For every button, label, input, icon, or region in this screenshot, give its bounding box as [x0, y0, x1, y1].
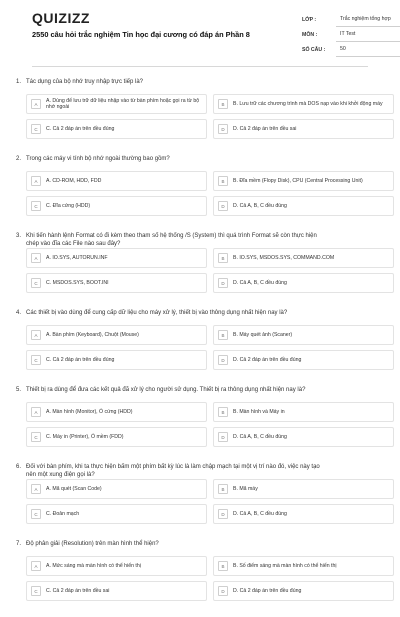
- option-b[interactable]: [213, 556, 394, 576]
- meta-row-subject: [302, 27, 400, 42]
- option-c[interactable]: [26, 196, 207, 216]
- option-letter: C: [31, 509, 41, 519]
- meta-value: Trắc nghiệm tổng hợp: [336, 13, 400, 27]
- option-text: A. Màn hình (Monitor), Ổ cứng (HDD): [46, 408, 133, 415]
- option-letter: D: [218, 278, 228, 288]
- option-d[interactable]: [213, 350, 394, 370]
- answer-options: [26, 171, 384, 216]
- option-c[interactable]: [26, 581, 207, 601]
- question-number: 6.: [16, 464, 22, 470]
- question-text: Các thiết bị vào dùng để cung cấp dữ liệu cho máy xử lý, thiết bị vào thông dụng nhất hiện nay là?: [26, 310, 288, 316]
- option-letter: C: [31, 124, 41, 134]
- option-text: C. Máy in (Printer), Ổ mềm (FDD): [46, 433, 124, 440]
- option-c[interactable]: [26, 427, 207, 447]
- meta-label: MÔN :: [302, 31, 318, 38]
- option-d[interactable]: [213, 273, 394, 293]
- option-letter: D: [218, 586, 228, 596]
- meta-value: IT Test: [336, 28, 400, 42]
- option-letter: C: [31, 355, 41, 365]
- option-c[interactable]: [26, 273, 207, 293]
- answer-options: [26, 248, 384, 293]
- option-text: D. Cả 2 đáp án trên đều đúng: [233, 356, 302, 363]
- option-text: A. Dùng để lưu trữ dữ liệu nhập vào từ bàn phím hoặc gọi ra từ bộ nhớ ngoài: [46, 97, 200, 110]
- option-b[interactable]: [213, 171, 394, 191]
- meta-row-class: [302, 12, 400, 27]
- question-number: 5.: [16, 387, 22, 393]
- option-letter: B: [218, 484, 228, 494]
- option-letter: D: [218, 201, 228, 211]
- question-number: 7.: [16, 541, 22, 547]
- option-letter: A: [31, 407, 41, 417]
- worksheet-header: [16, 0, 391, 68]
- meta-value: 50: [336, 43, 400, 57]
- option-letter: A: [31, 99, 41, 109]
- option-b[interactable]: [213, 325, 394, 345]
- answer-options: [26, 402, 384, 447]
- option-letter: B: [218, 561, 228, 571]
- option-letter: B: [218, 330, 228, 340]
- question-number: 1.: [16, 79, 22, 85]
- option-letter: D: [218, 432, 228, 442]
- option-letter: B: [218, 176, 228, 186]
- option-letter: C: [31, 278, 41, 288]
- option-a[interactable]: [26, 402, 207, 422]
- option-d[interactable]: [213, 581, 394, 601]
- question-text: Tác dụng của bộ nhớ truy nhập trực tiếp là?: [26, 79, 144, 85]
- option-text: C. Cả 2 đáp án trên đều đúng: [46, 356, 115, 363]
- option-text: C. Cả 2 đáp án trên đều đúng: [46, 125, 115, 132]
- option-letter: A: [31, 176, 41, 186]
- option-letter: A: [31, 484, 41, 494]
- option-text: D. Cả A, B, C đều đúng: [233, 279, 287, 286]
- question-number: 2.: [16, 156, 22, 162]
- question-text: Đối với bàn phím, khi ta thực hiện bấm một phím bất kỳ lúc là làm chập mạch tại một vị trí nào đó, việc này tạo nên một xung điện gọi là?: [26, 464, 320, 478]
- option-text: A. CD-ROM, HDD, FDD: [46, 177, 102, 184]
- option-text: D. Cả 2 đáp án trên đều đúng: [233, 587, 302, 594]
- option-letter: C: [31, 201, 41, 211]
- option-b[interactable]: [213, 248, 394, 268]
- option-b[interactable]: [213, 402, 394, 422]
- option-letter: A: [31, 330, 41, 340]
- option-text: A. IO.SYS, AUTORUN.INF: [46, 254, 108, 261]
- question-4: [16, 309, 384, 386]
- option-a[interactable]: [26, 94, 207, 114]
- option-text: D. Cả A, B, C đều đúng: [233, 510, 287, 517]
- option-letter: B: [218, 407, 228, 417]
- question-text: Trong các máy vi tính bộ nhớ ngoài thường bao gồm?: [26, 156, 170, 162]
- option-letter: D: [218, 124, 228, 134]
- answer-options: [26, 325, 384, 370]
- option-text: D. Cả A, B, C đều đúng: [233, 202, 287, 209]
- option-text: B. Mã máy: [233, 485, 258, 492]
- meta-label: LỚP :: [302, 16, 317, 23]
- option-letter: A: [31, 561, 41, 571]
- option-d[interactable]: [213, 119, 394, 139]
- option-text: B. Màn hình và Máy in: [233, 408, 285, 415]
- question-3: [16, 232, 384, 309]
- option-a[interactable]: [26, 325, 207, 345]
- option-b[interactable]: [213, 479, 394, 499]
- option-a[interactable]: [26, 556, 207, 576]
- option-text: A. Mã quét (Scan Code): [46, 485, 102, 492]
- option-text: B. Đĩa mềm (Flopy Disk), CPU (Central Processing Unit): [233, 177, 363, 184]
- question-2: [16, 155, 384, 232]
- option-b[interactable]: [213, 94, 394, 114]
- question-number: 4.: [16, 310, 22, 316]
- option-c[interactable]: [26, 350, 207, 370]
- option-text: B. IO.SYS, MSDOS.SYS, COMMAND.COM: [233, 254, 335, 261]
- option-text: A. Bàn phím (Keyboard), Chuột (Mouse): [46, 331, 139, 338]
- option-c[interactable]: [26, 504, 207, 524]
- answer-options: [26, 556, 384, 601]
- question-text: Thiết bị ra dùng để đưa các kết quả đã xử lý cho người sử dụng. Thiết bị ra thông dụng nhất hiện nay là?: [26, 387, 306, 393]
- option-a[interactable]: [26, 248, 207, 268]
- question-text: Độ phân giải (Resolution) trên màn hình thể hiện?: [26, 541, 159, 547]
- meta-row-count: [302, 42, 400, 57]
- option-text: B. Số điểm sáng mà màn hình có thể hiển thị: [233, 562, 337, 569]
- option-d[interactable]: [213, 427, 394, 447]
- question-7: [16, 540, 384, 617]
- option-letter: B: [218, 99, 228, 109]
- option-text: C. Cả 2 đáp án trên đều sai: [46, 587, 110, 594]
- option-letter: B: [218, 253, 228, 263]
- question-5: [16, 386, 384, 463]
- option-d[interactable]: [213, 504, 394, 524]
- option-letter: D: [218, 355, 228, 365]
- answer-options: [26, 94, 384, 139]
- option-text: C. Đoản mạch: [46, 510, 80, 517]
- question-number: 3.: [16, 233, 22, 239]
- option-text: D. Cả 2 đáp án trên đều sai: [233, 125, 297, 132]
- meta-info: [302, 12, 400, 57]
- question-text: Khi tiến hành lệnh Format có đi kèm theo tham số hệ thống /S (System) thì quá trình Format sẽ còn thực hiện chép vào đĩa các File nào sau đây?: [26, 233, 317, 247]
- option-c[interactable]: [26, 119, 207, 139]
- option-letter: D: [218, 509, 228, 519]
- meta-label: SỐ CÂU :: [302, 46, 326, 53]
- header-divider: [32, 66, 368, 67]
- option-text: D. Cả A, B, C đều đúng: [233, 433, 287, 440]
- option-letter: C: [31, 432, 41, 442]
- page-title: 2550 câu hỏi trắc nghiệm Tin học đại cương có đáp án Phần 8: [32, 30, 250, 39]
- option-letter: C: [31, 586, 41, 596]
- option-text: B. Máy quét ảnh (Scaner): [233, 331, 293, 338]
- option-text: B. Lưu trữ các chương trình mà DOS nạp vào khi khởi động máy: [233, 100, 383, 107]
- option-letter: A: [31, 253, 41, 263]
- option-text: A. Mức sáng mà màn hình có thể hiển thị: [46, 562, 141, 569]
- answer-options: [26, 479, 384, 524]
- question-1: [16, 78, 384, 155]
- question-list: [16, 78, 384, 617]
- option-a[interactable]: [26, 171, 207, 191]
- option-text: C. Đĩa cứng (HDD): [46, 202, 91, 209]
- option-d[interactable]: [213, 196, 394, 216]
- quizizz-logo: QUIZIZZ: [32, 10, 90, 26]
- option-a[interactable]: [26, 479, 207, 499]
- question-6: [16, 463, 384, 540]
- option-text: C. MSDOS.SYS, BOOT.INI: [46, 279, 109, 286]
